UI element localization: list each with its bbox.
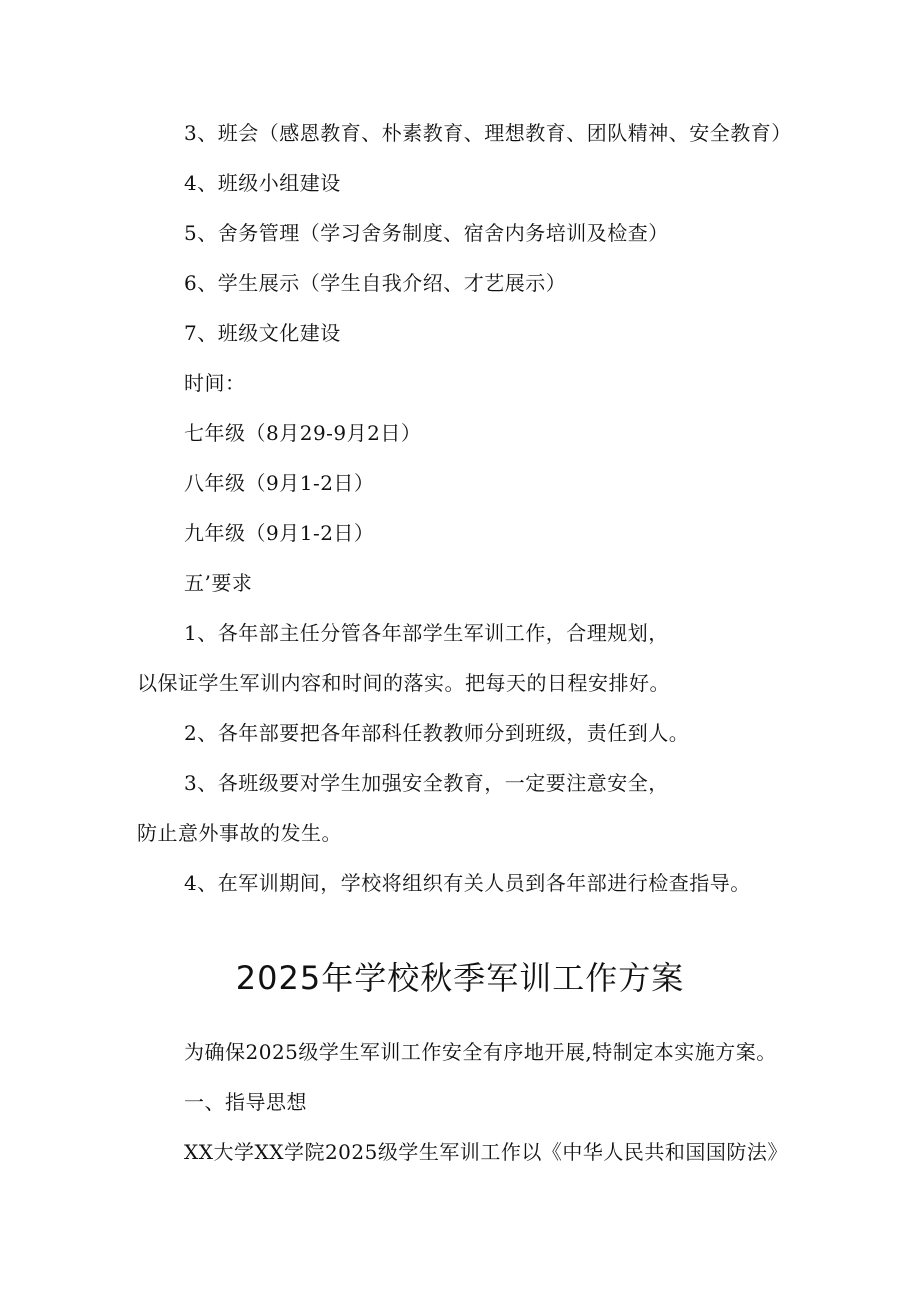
requirement-2: 2、各年部要把各年部科任教教师分到班级，责任到人。	[184, 721, 690, 745]
grade-eight-schedule: 八年级（9月1-2日）	[184, 471, 375, 495]
requirement-3-continued: 防止意外事故的发生。	[137, 821, 342, 845]
document-title: 2025年学校秋季军训工作方案	[235, 959, 685, 997]
list-item-dorm-management: 5、舍务管理（学习舍务制度、宿舍内务培训及检查）	[184, 221, 669, 245]
section-one-text: XX大学XX学院2025级学生军训工作以《中华人民共和国国防法》	[184, 1140, 788, 1164]
list-item-group-building: 4、班级小组建设	[184, 171, 341, 195]
intro-paragraph: 为确保2025级学生军训工作安全有序地开展,特制定本实施方案。	[184, 1040, 777, 1064]
requirement-1: 1、各年部主任分管各年部学生军训工作，合理规划，	[184, 621, 669, 645]
list-item-class-meeting: 3、班会（感恩教育、朴素教育、理想教育、团队精神、安全教育）	[184, 121, 792, 145]
requirement-3: 3、各班级要对学生加强安全教育，一定要注意安全，	[184, 771, 669, 795]
section-one-heading: 一、指导思想	[184, 1090, 307, 1114]
list-item-class-culture: 7、班级文化建设	[184, 321, 341, 345]
list-item-student-showcase: 6、学生展示（学生自我介绍、才艺展示）	[184, 271, 567, 295]
requirement-1-continued: 以保证学生军训内容和时间的落实。把每天的日程安排好。	[137, 671, 670, 695]
grade-nine-schedule: 九年级（9月1-2日）	[184, 521, 375, 545]
time-label: 时间：	[184, 371, 246, 395]
grade-seven-schedule: 七年级（8月29-9月2日）	[184, 421, 422, 445]
requirement-4: 4、在军训期间，学校将组织有关人员到各年部进行检查指导。	[184, 871, 751, 895]
requirements-heading: 五’要求	[184, 571, 253, 595]
